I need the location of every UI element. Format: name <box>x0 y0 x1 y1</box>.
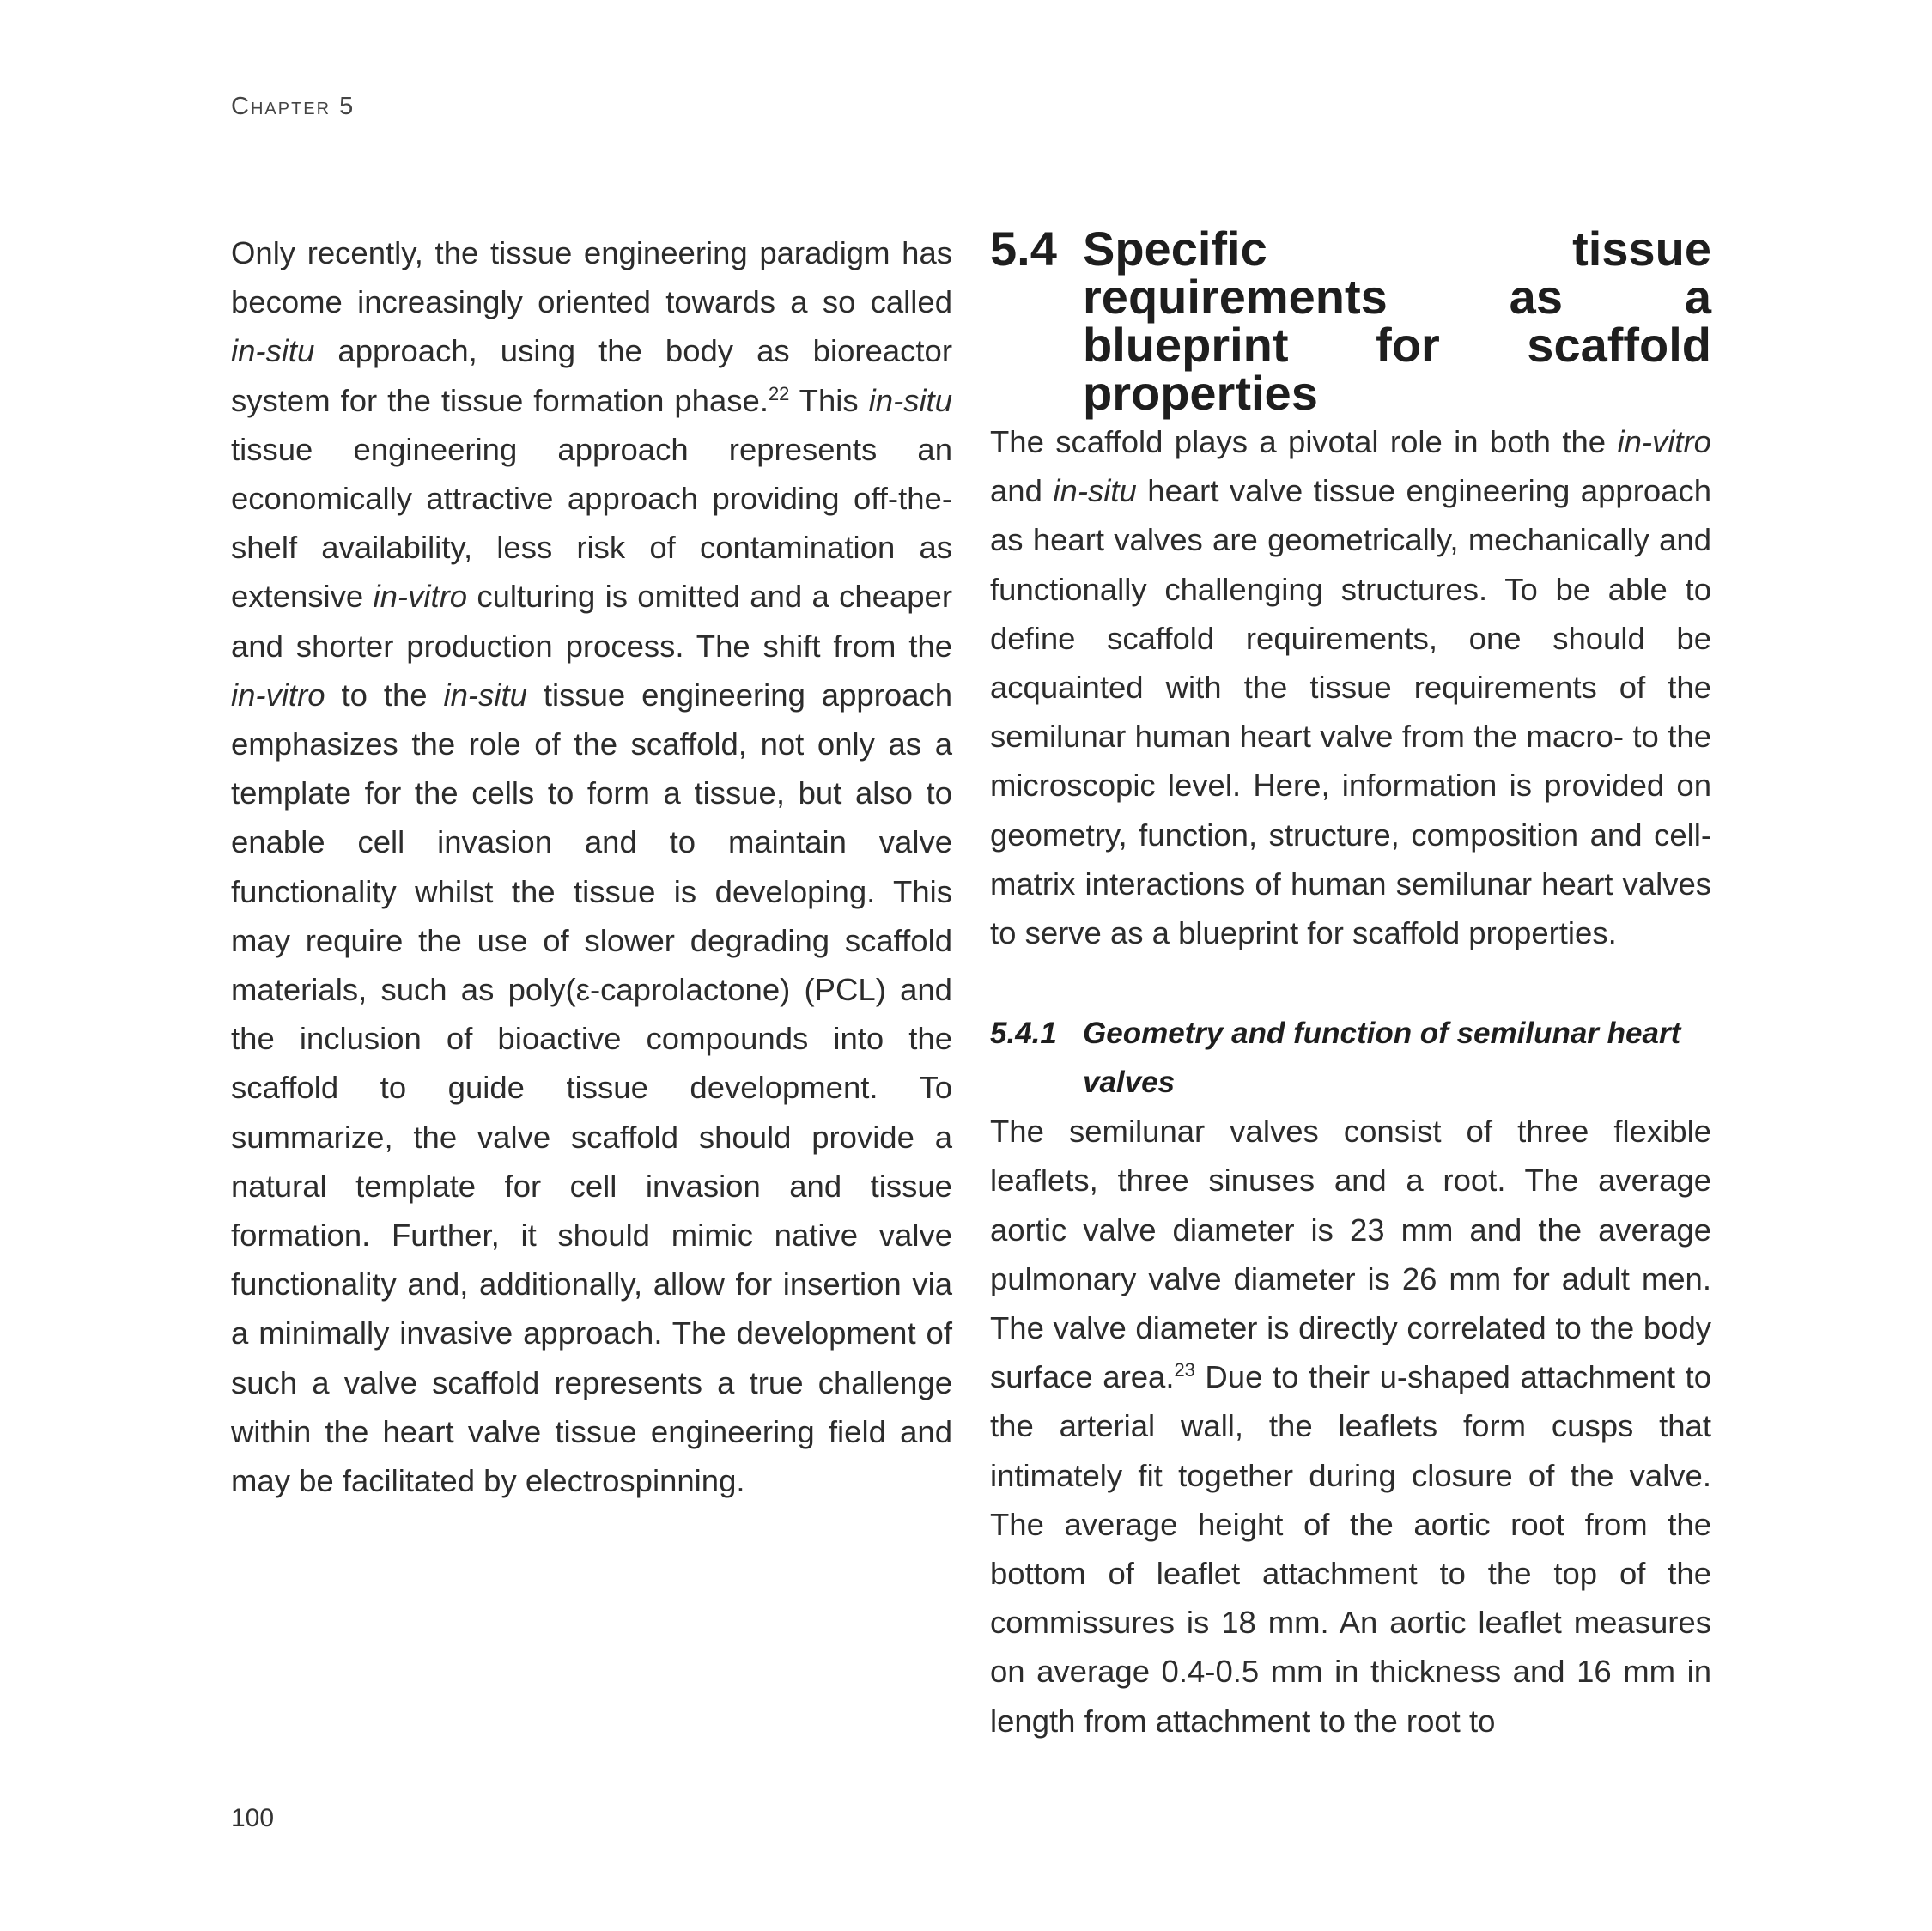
text-run: heart valve tissue engineering approach as heart valves are geometrically, mechanically and functionally challenging structures. To be able to define scaffold requirements, one should be acquainted with the tissue requirements of the semilunar human heart valve from the macro- to the microscopic level. Here, information is provided on geometry, function, structure, composition and cell-matrix interactions of human semilunar heart valves to serve as a blueprint for scaffold properties. <box>990 473 1711 951</box>
italic-term: in-vitro <box>373 579 468 615</box>
section-paragraph <box>990 417 1711 957</box>
left-column <box>231 228 952 1505</box>
section-title: Specific tissue requirements as a blueprint for scaffold properties <box>1083 222 1711 420</box>
text-run: to the <box>325 677 444 713</box>
italic-term: in-vitro <box>1617 424 1711 459</box>
text-run: Only recently, the tissue engineering paradigm has become increasingly oriented towards a so called <box>231 235 952 320</box>
text-run: culturing is omitted and a cheaper and shorter production process. The shift from the <box>231 579 952 664</box>
text-run: approach, using the body as bioreactor system for the tissue formation phase. <box>231 333 952 418</box>
text-run: The scaffold plays a pivotal role in both the <box>990 424 1618 459</box>
subsection-title: Geometry and function of semilunar heart valves <box>1083 1017 1681 1100</box>
italic-term: in-situ <box>868 382 952 418</box>
text-run: The semilunar valves consist of three flexible leaflets, three sinuses and a root. The average aortic valve diameter is 23 mm and the average pulmonary valve diameter is 26 mm for adult men. The valve diameter is directly correlated to the body surface area. <box>990 1114 1711 1395</box>
left-paragraph <box>231 228 952 1505</box>
subsection-heading <box>990 1009 1711 1107</box>
text-run: Due to their u-shaped attachment to the arterial wall, the leaflets form cusps that intimately fit together during closure of the valve. The average height of the aortic root from the bottom of leaflet attachment to the top of the commissures is 18 mm. An aortic leaflet measures on average 0.4-0.5 mm in thickness and 16 mm in length from attachment to the root to <box>990 1359 1712 1739</box>
reference-23[interactable]: 23 <box>1174 1359 1195 1381</box>
section-number: 5.4 <box>990 222 1057 276</box>
subsection-number: 5.4.1 <box>990 1017 1057 1051</box>
right-column <box>990 222 1712 1746</box>
text-run: tissue engineering approach represents an economically attractive approach providing off-the-shelf availability, less risk of contamination as extensive <box>231 431 952 615</box>
italic-term: in-situ <box>231 333 315 369</box>
text-run: tissue engineering approach emphasizes the role of the scaffold, not only as a template for the cells to form a tissue, but also to enable cell invasion and to maintain valve functionality whilst the tissue is developing. This may require the use of slower degrading scaffold materials, such as poly(ε-caprolactone) (PCL) and the inclusion of bioactive compounds into the scaffold to guide tissue development. To summarize, the valve scaffold should provide a natural template for cell invasion and tissue formation. Further, it should mimic native valve functionality and, additionally, allow for insertion via a minimally invasive approach. The development of such a valve scaffold represents a true challenge within the heart valve tissue engineering field and may be facilitated by electrospinning. <box>231 677 953 1499</box>
subsection-paragraph <box>990 1107 1711 1746</box>
page-number: 100 <box>231 1804 275 1832</box>
text-run: This <box>789 382 869 418</box>
italic-term: in-vitro <box>231 677 325 713</box>
italic-term: in-situ <box>1053 473 1137 509</box>
section-heading <box>990 222 1711 420</box>
text-run: and <box>990 473 1054 509</box>
reference-22[interactable]: 22 <box>768 382 790 404</box>
italic-term: in-situ <box>443 677 527 713</box>
running-head: Chapter 5 <box>231 93 355 120</box>
